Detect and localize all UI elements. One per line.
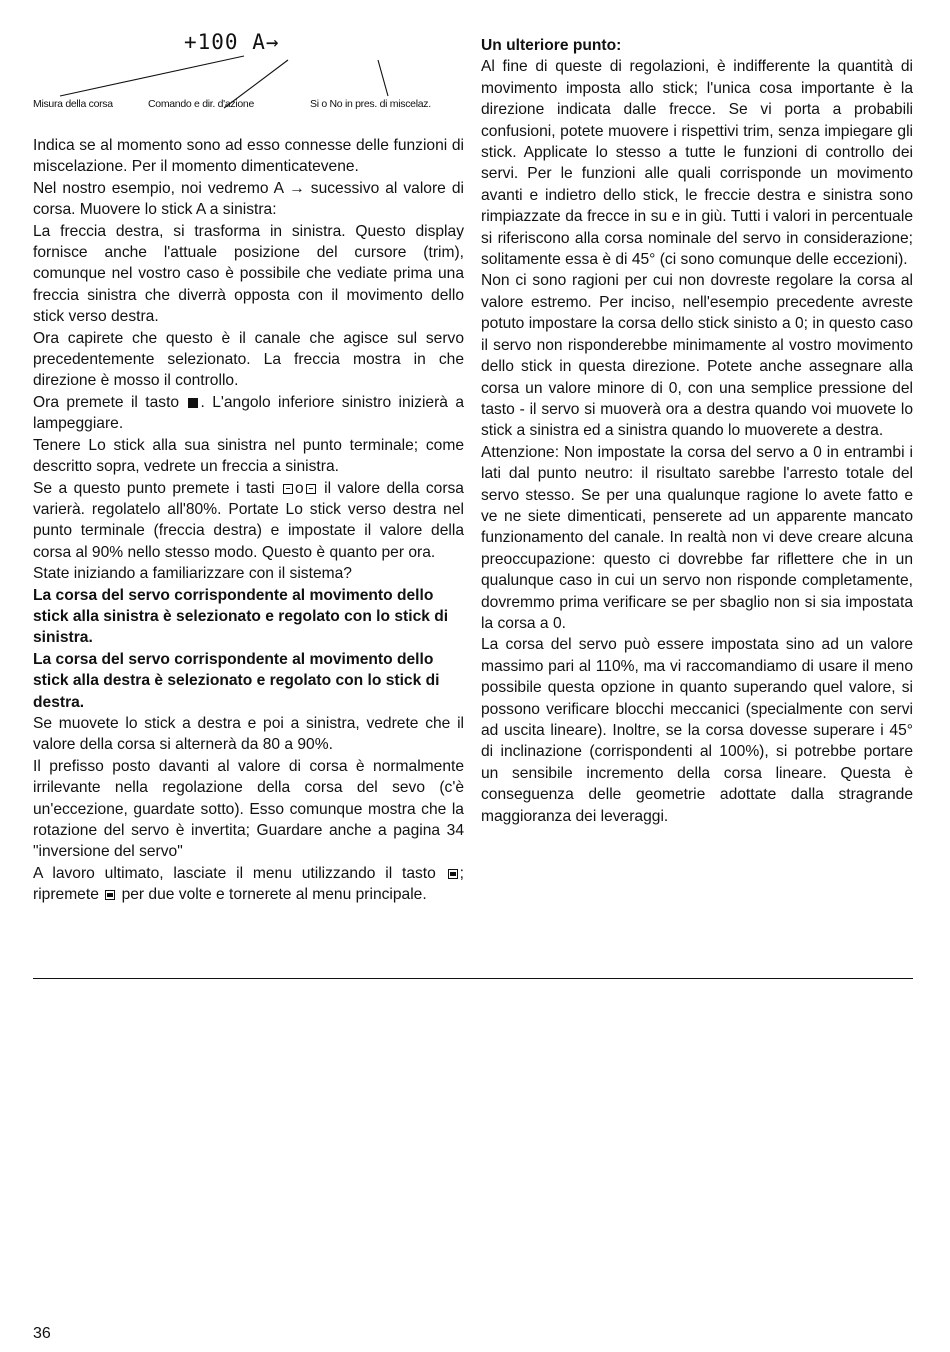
paragraph: State iniziando a familiarizzare con il sistema? [33, 565, 352, 583]
paragraph: A lavoro ultimato, lasciate il menu utilizzando il tasto ; ripremete per due volte e tornerete al menu principale. [33, 864, 464, 904]
label-command: Comando e dir. d'azione [148, 98, 255, 110]
bold-paragraph: La corsa del servo corrispondente al movimento dello stick alla destra è selezionato e regolato con lo stick di destra. [33, 650, 440, 711]
paragraph: La freccia destra, si trasforma in sinistra. Questo display fornisce anche l'attuale posizione del cursore (trim), comunque nel vostro caso è possibile che vediate prima una freccia sinistra che diverrà opposta con il movimento dello stick verso destra. [33, 222, 464, 326]
label-stroke: Misura della corsa [33, 98, 113, 110]
paragraph: Se muovete lo stick a destra e poi a sinistra, vedrete che il valore della corsa si alternerà da 80 a 90%. [33, 714, 464, 754]
paragraph: Non ci sono ragioni per cui non dovreste regolare la corsa al valore estremo. Per inciso, nell'esempio precedente avreste potuto impostare la corsa dello stick sinisto a 0; in questo caso il servo non risponderebbe minimamente al vostro movimento dello stick in questa direzione. Potete anche assegnare alla corsa un valore minore di 0, con una semplice pressione del tasto - il servo si muoverà ora a destra quando voi muovete lo stick a sinistra ed a sinistra quando lo muoverete a destra. [481, 272, 913, 440]
paragraph: Il prefisso posto davanti al valore di corsa è normalmente irrilevante nella regolazione della corsa del sevo (c'è un'eccezione, guardate sotto). Esso comunque mostra che la rotazione del servo è invertita; Guardare anche a pagina 34 "inversione del servo" [33, 757, 464, 861]
key-plus-icon [283, 484, 293, 494]
bold-paragraph: La corsa del servo corrispondente al movimento dello stick alla sinistra è selezionato e regolato con lo stick di sinistra. [33, 586, 449, 647]
paragraph: Al fine di queste di regolazioni, è indifferente la quantità di movimento imposta allo stick; l'unica cosa importante è la direzione indicata dalle frecce. Se vi porta a probabili confusioni, potete muovere i rispettivi trim, senza impiegare gli stick. Applicate lo stesso a tutte le funzioni di controllo dei servi. Per le funzioni alle quali corrisponde un movimento avanti e indietro dello stick, le freccie destra e sinistra sono rimpiazzate da frecce in su e in giù. Tutti i valori in percentuale si riferiscono alla corsa nominale del servo in considerazione; solitamente essa è di 45° (ci sono comunque delle eccezioni). [481, 58, 913, 269]
key-m-icon [448, 869, 458, 879]
paragraph: Ora capirete che questo è il canale che agisce sul servo precedentemente selezionato. La freccia mostra in che direzione è mosso il controllo. [33, 329, 464, 390]
paragraph: La corsa del servo può essere impostata sino ad un valore massimo pari al 110%, ma vi raccomandiamo di usare il meno possibile questa opzione in quanto superando quel valore, si possono verificare blocchi meccanici (specialmente con servi ad uscita lineare). Inoltre, se la corsa dovesse superare i 45° di inclinazione (corrispondenti al 100%), si potrebbe portare un sensibile incremento della corsa lineare. Questa è conseguenza delle geometrie adottate dalla stragrande maggioranza dei leveraggi. [481, 636, 913, 825]
section-heading: Un ulteriore punto: [481, 37, 622, 54]
paragraph: Se a questo punto premete i tasti o il valore della corsa varierà. regolatelo all'80%. Portate Lo stick verso destra nel punto terminale (freccia destra) e impostate il valore della corsa al 90% nello stesso modo. Questo è quanto per ora. [33, 479, 464, 561]
key-minus-icon [306, 484, 316, 494]
right-column [481, 35, 913, 827]
horizontal-rule [33, 978, 913, 979]
paragraph: Nel nostro esempio, noi vedremo A → sucessivo al valore di corsa. Muovere lo stick A a sinistra: [33, 179, 464, 219]
left-column [33, 135, 464, 906]
paragraph: Ora premete il tasto . L'angolo inferiore sinistro inizierà a lampeggiare. [33, 393, 465, 433]
paragraph: Tenere Lo stick alla sua sinistra nel punto terminale; come descritto sopra, vedrete un freccia a sinistra. [33, 436, 464, 476]
paragraph: Indica se al momento sono ad esso connesse delle funzioni di miscelazione. Per il momento dimenticatevene. [33, 137, 464, 176]
paragraph: Attenzione: Non impostate la corsa del servo a 0 in entrambi i lati dal punto neutro: il risultato sarebbe l'arresto totale del servo stesso. Se per una qualunque ragione lo avete fatto e ve ne siete dimenticati, penserete ad un apparente mancato funzionamento del canale. In realtà non vi deve creare alcuna preoccupazione: questo ci dovrebbe far riflettere che in un qualunque caso in cui un servo non risponde completamente, dovremmo prima verificare se per sbaglio non si sia impostata la corsa a 0. [481, 443, 913, 632]
display-readout: +100 A→ [184, 30, 280, 54]
page-number: 36 [33, 1325, 51, 1342]
key-n-icon [188, 398, 198, 408]
label-mix: Si o No in pres. di miscelaz. [310, 98, 431, 110]
key-m-icon [105, 890, 115, 900]
